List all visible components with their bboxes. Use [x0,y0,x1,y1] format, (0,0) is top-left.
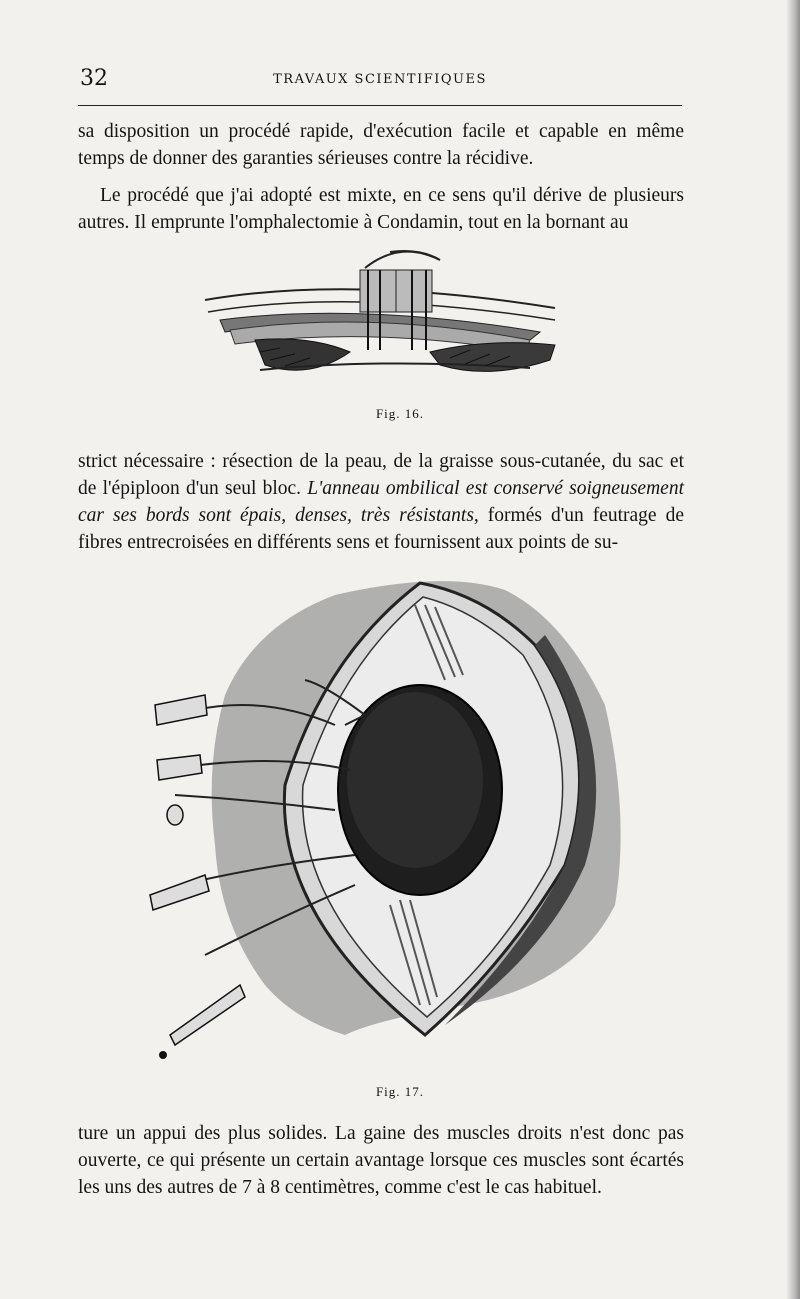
paragraph-3 [78,448,684,556]
paragraph-1: sa disposition un procédé rapide, d'exécution facile et capable en même temps de donner des garanties sérieuses contre la récidive. [78,121,684,169]
figure-17-caption: Fig. 17. [375,1084,425,1099]
header-rule [78,105,682,106]
figure-16-illustration [200,240,570,390]
page-edge-shadow [786,0,800,1299]
paragraph-3-emphasis: L'anneau ombilical est conservé soigneusement car ses bords sont épais, denses, très résistants, [78,478,684,526]
running-title: TRAVAUX SCIENTIFIQUES [273,72,487,87]
page-number: 32 [80,66,108,91]
page-header [80,66,680,94]
paragraph-4: ture un appui des plus solides. La gaine des muscles droits n'est donc pas ouverte, ce qui présente un certain avantage lorsque ces muscles sont écartés les uns des autres de 7 à 8 centimètres, comme c'est le cas habituel. [78,1123,684,1198]
figure-17-illustration [145,565,635,1065]
paragraph-2: Le procédé que j'ai adopté est mixte, en ce sens qu'il dérive de plusieurs autres. Il emprunte l'omphalectomie à Condamin, tout en la bornant au [78,185,684,233]
paragraph-3-text-a: strict nécessaire : résection de la peau, de la graisse sous-cutanée, du sac et de l'épiploon d'un seul bloc. [78,451,684,499]
figure-16-caption: Fig. 16. [375,406,425,421]
paragraph-3-text-b: formés d'un feutrage de fibres entrecroisées en différents sens et fournissent aux points de su- [78,505,684,553]
